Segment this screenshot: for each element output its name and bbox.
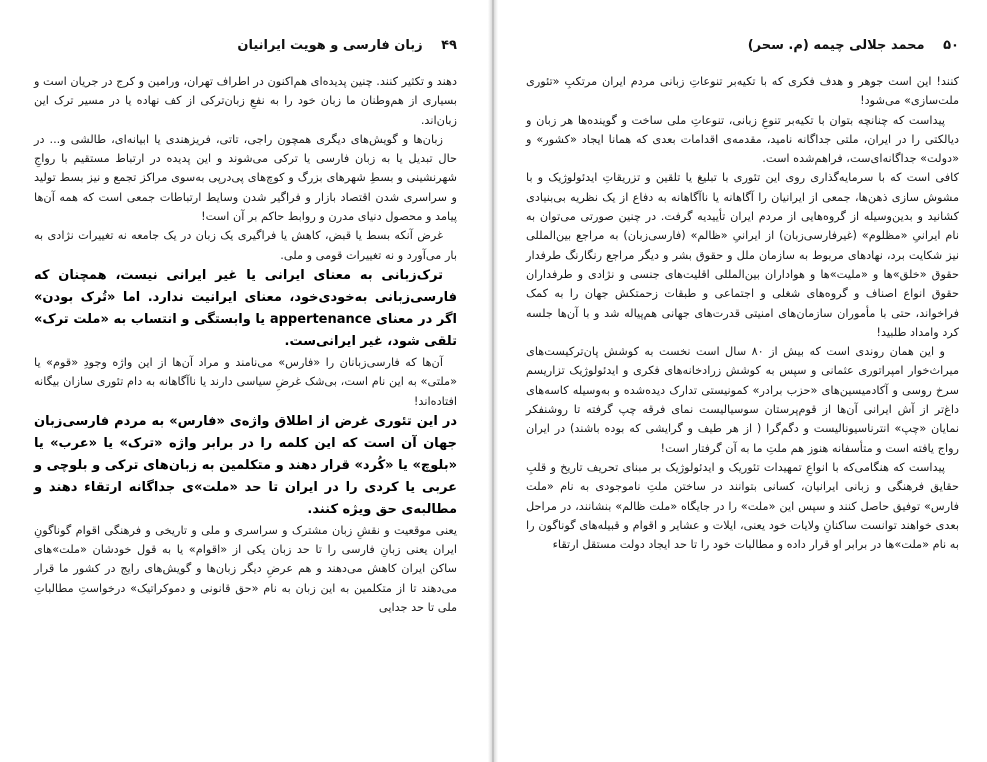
page-number: ۴۹ <box>441 38 457 53</box>
right-page-body <box>526 72 959 554</box>
paragraph: پیداست که هنگامی‌که با انواعِ تمهیدات تئوریک و ایدئولوژیک بر مبنای تحریف تاریخ و قلبِ حقایق فرهنگی و زبانی ایرانیان، کسانی بتوانند در ساختن ملتِ ناموجودی به نام «ملت فارس» توفیق حاصل کنند و سپس این «ملت» را در جایگاه «ملت ظالم» بنشانند، در مراحل بعدی خواهند توانست ساکنانِ ولایات خود یعنی، ایلات و عشایر و اقوام و قبیله‌های گوناگون را به نام «ملت»ها در برابر او قرار داده و مطالبات خود را تا حد ایجاد دولت مستقل ارتقاء <box>526 460 959 552</box>
left-page <box>0 0 493 762</box>
paragraph: دهند و تکثیر کنند. چنین پدیده‌ای هم‌اکنون در اطراف تهران، ورامین و کرج در جریان است و بسیاری از هم‌وطنان ما زبان خود را به نفعِ زبان‌ترکی از کف نهاده یا در مسیر ترک این زبان‌اند. <box>34 75 457 127</box>
left-page-header <box>34 38 457 60</box>
left-page-body <box>34 72 457 617</box>
paragraph: زبان‌ها و گویش‌های دیگری همچون راجی، تاتی، فریزهندی یا ابیانه‌ای، طالشی و... در حال تبدیل یا به زبان فارسی یا ترکی می‌شوند و این پدیده در ارتباط مستقیم با رواجِ شهرنشینی و بسطِ شهرهای بزرگ و کوچ‌های پی‌درپی به‌سوی مراکز تجمع و نیز بسط تولید و سراسری شدن اقتصاد بازار و فراگیر شدن وسایط ارتباطات جمعی است که همه آن‌ها پیامد و محصول دنیای مدرن و روابط حاکم بر آن است! <box>34 132 457 224</box>
paragraph: پیداست که چنانچه بتوان با تکیه‌بر تنوعِ زبانی، تنوعاتِ ملی ساخت و گوینده‌ها هر زبان و دیالکتی را در ایران، ملتی جداگانه نامید، مقدمه‌ی اقدامات بعدی که همانا ایجاد «کشور» و «دولت» جداگانه‌ای‌ست، فراهم‌شده است. <box>526 113 959 166</box>
paragraph: آن‌ها که فارسی‌زبانان را «فارس» می‌نامند و مراد آن‌ها از این واژه وجودِ «قوم» یا «ملتی» به این نام است، بی‌شک غرضِ سیاسی دارند یا ناآگاهانه به دام تئوری سازان بیگانه افتاده‌اند! <box>34 355 457 408</box>
paragraph: یعنی موقعیت و نقشِ زبان مشترک و سراسری و ملی و تاریخی و فرهنگی اقوام گوناگونِ ایران یعنی زبانِ فارسی را تا حد زبان یکی از «اقوام» یا به قول خودشان «ملت»های ساکن ایران کاهش می‌دهند و هم عرضِ دیگر زبان‌ها و گویش‌های رایج در کشور ما قرار می‌دهند تا از متکلمین به این زبان به نام «حق قانونی و دموکراتیک» درخواستِ مطالباتِ ملی تا حد جدایی <box>34 523 457 615</box>
paragraph: کنند! این است جوهر و هدف فکری که با تکیه‌بر تنوعاتِ زبانی مردم ایران مرتکبِ «تئوری ملت‌سازی» می‌شود! <box>526 75 959 108</box>
page-number: ۵۰ <box>943 38 959 53</box>
bold-paragraph: در این تئوری غرض از اطلاق واژه‌ی «فارس» به مردم فارسی‌زبان جهان آن است که این کلمه را در برابر واژه «ترک» یا «عرب» یا «بلوچ» یا «کُرد» قرار دهند و متکلمین به زبان‌های ترکی و بلوچی و عربی یا کردی را در ایران تا حد «ملت»ی جداگانه ارتقاء دهند و مطالبه‌ی حق ویژه کنند. <box>34 413 457 517</box>
bold-paragraph: ترک‌زبانی به معنای ایرانی یا غیر ایرانی نیست، همچنان که فارسی‌زبانی به‌خودی‌خود، معنای ایرانیت ندارد. اما «تُرک بودن» اگر در معنای appertenance یا وابستگی و انتساب به «ملت ترک» تلقی شود، غیر ایرانی‌ست. <box>34 267 457 349</box>
paragraph: و این همان روندی است که بیش از ۸۰ سال است نخست به کوشش پان‌ترکیست‌های میراث‌خوار امپراتوری عثمانی و سپس به کوشش زرادخانه‌های فکری و ایدئولوژیک تزاریسم سرخ روسی و آکادمیسین‌های «حزب برادر» کمونیستی تدارک دیده‌شده و به‌وسیله کاسه‌های داغ‌تر از آش ایرانی آن‌ها از قوم‌پرستان سوسیالیست نمای فرقه چپ گرفته تا روشنفکر نمایان «چپ» انترناسیونالیست و دگم‌گرا ( از هر طیف و گرایشی که بوده باشند) در ایران رواج یافته است و متأسفانه هنوز هم ملتِ ما به آن گرفتار است! <box>526 345 959 455</box>
author-title: محمد جلالی چیمه (م. سحر) <box>747 38 925 53</box>
right-page <box>494 0 987 762</box>
right-page-header <box>526 38 959 60</box>
paragraph: غرض آنکه بسط یا قبض، کاهش یا فراگیری یک زبان در یک جامعه نه تغییرات نژادی به بار می‌آورد و نه تغییرات قومی و ملی. <box>34 229 457 262</box>
paragraph: کافی است که با سرمایه‌گذاری روی این تئوری با تبلیغ یا تلقین و تزریقاتِ ایدئولوژیک و با مشوش سازی ذهن‌ها، جمعی از ایرانیان را آگاهانه یا ناآگاهانه به دفاع از یک نظریه بی‌بنیادی کشانید و بدین‌وسیله از گروه‌هایی از مردم ایران تأییدیه گرفت. در چنین صورتی می‌توان به نام ایرانیِ «مظلوم» (غیرفارسی‌زبان) از ایرانیِ «ظالم» (فارسی‌زبان) به مراجع بین‌المللی نیز شکایت برد، نهادهای مربوط به سازمان ملل و حقوق بشر و دیگر مراجع رنگارنگ طرفدار حقوق «خلق»ها و «ملیت»ها و هواداران بین‌المللی اقلیت‌های جنسی و نژادی و طرفداران حقوق انواع اصناف و گروه‌های شغلی و اجتماعی و طبقات زحمتکش جهان را به کمک فراخواند، حتی با مأموران سازمان‌های امنیتی قدرت‌های جهانی هم‌پیاله شد و با آن‌ها جلسه کرد وامداد طلبید! <box>526 171 959 339</box>
book-title: زبان فارسی و هویت ایرانیان <box>237 38 423 53</box>
